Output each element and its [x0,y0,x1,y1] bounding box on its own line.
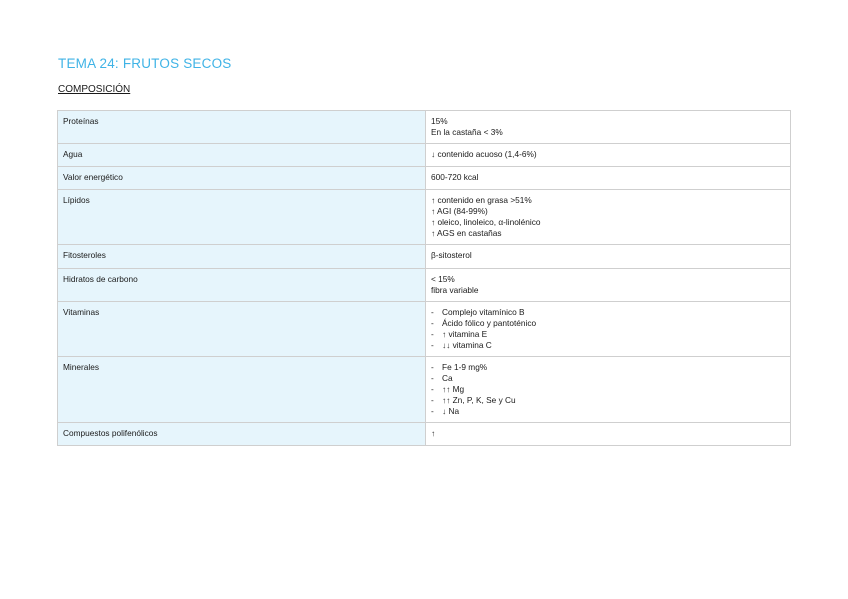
value-line: 600-720 kcal [431,172,479,182]
value-line: β-sitosterol [431,250,472,260]
bullet-line [431,307,786,318]
table-row [58,245,791,269]
bullet-dash: - [431,340,434,350]
row-label: Proteínas [58,111,426,144]
value-line: ↓ Na [442,406,460,416]
table-row [58,144,791,167]
value-line: < 15% [431,274,455,284]
value-line: ↑ oleico, linoleico, α-linolénico [431,217,541,227]
table-row [58,357,791,423]
value-line: Complejo vitamínico B [442,307,525,317]
value-line: ↑↑ Zn, P, K, Se y Cu [442,395,516,405]
row-value [426,111,791,144]
row-label: Lípidos [58,190,426,245]
row-value [426,423,791,446]
section-heading: COMPOSICIÓN [58,84,131,95]
bullet-dash: - [431,395,434,405]
bullet-dash: - [431,373,434,383]
row-label: Minerales [58,357,426,423]
value-line: ↑↑ Mg [442,384,465,394]
row-label: Compuestos polifenólicos [58,423,426,446]
bullet-dash: - [431,362,434,372]
row-label: Agua [58,144,426,167]
value-line: ↑ vitamina E [442,329,488,339]
value-line: Ca [442,373,453,383]
bullet-dash: - [431,318,434,328]
bullet-line [431,340,786,351]
row-value [426,144,791,167]
table-row [58,302,791,357]
row-label: Hidratos de carbono [58,269,426,302]
table-row [58,190,791,245]
value-line: 15% [431,116,448,126]
value-line: fibra variable [431,285,479,295]
bullet-line [431,406,786,417]
value-line: ↑ contenido en grasa >51% [431,195,532,205]
row-label: Vitaminas [58,302,426,357]
bullet-dash: - [431,307,434,317]
row-value [426,245,791,269]
value-line: ↓↓ vitamina C [442,340,492,350]
row-label: Valor energético [58,167,426,190]
row-label: Fitosteroles [58,245,426,269]
bullet-line [431,329,786,340]
value-line: ↑ AGS en castañas [431,228,502,238]
bullet-line [431,395,786,406]
bullet-line [431,373,786,384]
bullet-dash: - [431,329,434,339]
table-row [58,269,791,302]
row-value [426,190,791,245]
bullet-line [431,384,786,395]
bullet-line [431,362,786,373]
bullet-dash: - [431,384,434,394]
bullet-dash: - [431,406,434,416]
row-value [426,302,791,357]
value-line: ↓ contenido acuoso (1,4-6%) [431,149,537,159]
value-line: ↑ [431,428,436,438]
table-row [58,111,791,144]
table-row [58,167,791,190]
page-title: TEMA 24: FRUTOS SECOS [58,56,232,71]
composition-table [57,110,791,446]
value-line: Fe 1-9 mg% [442,362,488,372]
row-value [426,269,791,302]
value-line: Ácido fólico y pantoténico [442,318,537,328]
row-value [426,167,791,190]
value-line: En la castaña < 3% [431,127,503,137]
bullet-line [431,318,786,329]
value-line: ↑ AGI (84-99%) [431,206,488,216]
row-value [426,357,791,423]
table-row [58,423,791,446]
